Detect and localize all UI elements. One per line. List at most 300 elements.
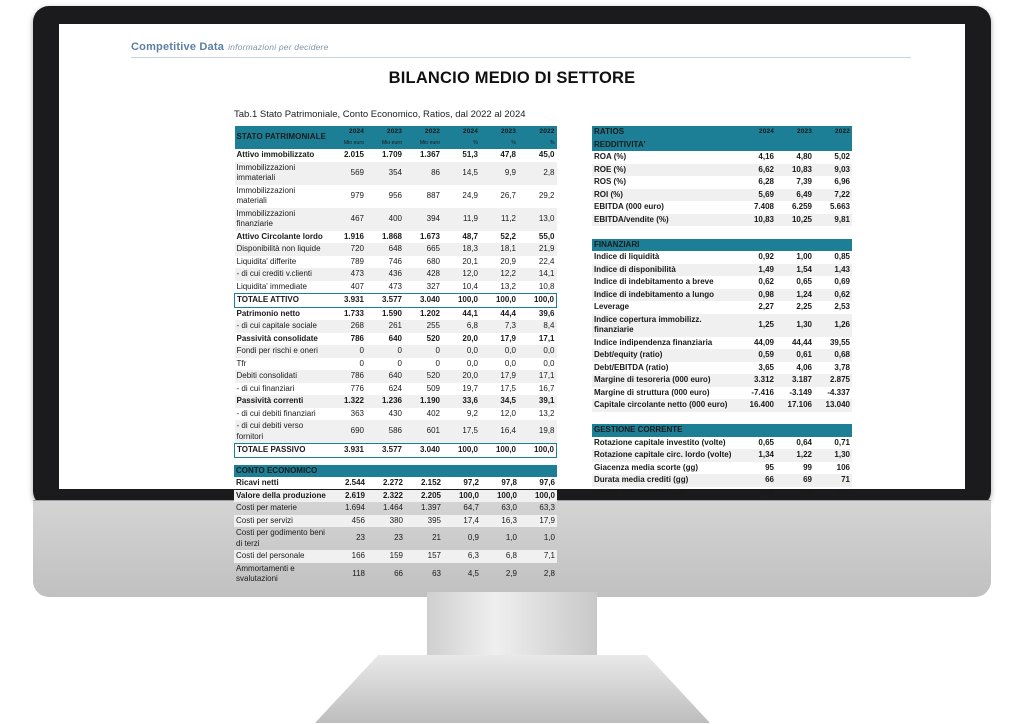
row-value: 7,3 (480, 320, 518, 333)
table-row (235, 383, 557, 396)
row-value: 0,62 (814, 289, 852, 302)
row-value: 1,26 (814, 314, 852, 337)
table-row (234, 515, 557, 528)
row-value: 34,5 (480, 395, 518, 408)
row-value: 10,8 (538, 281, 555, 291)
table-row (235, 307, 557, 320)
row-value: 20,0 (462, 333, 478, 343)
row-label: Liquidita' differite (236, 256, 297, 266)
row-value: 13,0 (518, 208, 557, 231)
table-row (235, 420, 557, 444)
row-value: 7.408 (753, 202, 774, 211)
row-label: Patrimonio netto (236, 308, 301, 318)
row-value: 0 (359, 358, 364, 368)
table-row (235, 231, 557, 244)
table-row (592, 214, 852, 227)
row-value: 1,24 (776, 289, 814, 302)
row-value: 979 (350, 190, 364, 200)
row-value: 6,8 (481, 550, 519, 563)
table-row (592, 164, 852, 177)
table-row (592, 374, 852, 387)
row-label: Costi del personale (234, 550, 329, 563)
row-value: 1.673 (419, 231, 440, 241)
table-row (235, 268, 557, 281)
row-value: 10,25 (776, 214, 814, 227)
table-row (592, 201, 852, 214)
table-row (235, 294, 557, 308)
row-value: 467 (328, 208, 366, 231)
row-value: 2,25 (796, 302, 812, 311)
monitor-screen (59, 24, 965, 583)
table-row (592, 362, 852, 375)
row-value: 327 (426, 281, 440, 291)
row-label: Debiti consolidati (235, 370, 329, 383)
row-value: 1.397 (420, 503, 441, 512)
row-value: 624 (388, 383, 402, 393)
table-row (592, 189, 852, 202)
row-value: 569 (328, 162, 366, 185)
row-value: 2.205 (405, 490, 443, 503)
row-value: 1,34 (738, 449, 776, 462)
row-value: 1,0 (543, 533, 555, 543)
row-value: 39,6 (538, 308, 555, 318)
row-value: 44,1 (462, 308, 478, 318)
row-value: 45,0 (538, 150, 555, 159)
row-value: 4,80 (796, 152, 812, 161)
table-row (235, 395, 557, 408)
row-value: 354 (366, 162, 404, 185)
row-value: 17.106 (776, 399, 814, 412)
row-value: 19,8 (518, 420, 557, 444)
row-value: 786 (328, 370, 366, 383)
row-value: 97,8 (501, 478, 517, 487)
row-label: Costi per godimento beni di terzi (236, 528, 325, 548)
table-row (235, 149, 557, 162)
row-label: Debt/EBITDA (ratio) (594, 362, 669, 372)
row-value: 16,7 (538, 383, 555, 393)
row-label: Margine di tesoreria (000 euro) (592, 374, 738, 387)
row-value: 44,4 (500, 308, 516, 318)
row-value: 100,0 (519, 490, 557, 503)
row-label: Liquidita' immediate (236, 281, 307, 291)
table-row (592, 251, 852, 264)
row-label: Attivo Circolante lordo (236, 231, 323, 241)
row-value: 0,71 (834, 437, 850, 447)
row-value: 2,8 (518, 162, 557, 185)
row-value: 44,44 (791, 337, 812, 347)
row-label: - di cui capitale sociale (235, 320, 329, 333)
row-value: 268 (328, 320, 366, 333)
row-value: 2.272 (382, 478, 403, 487)
table-row (235, 281, 557, 294)
row-value: 9,81 (814, 214, 852, 227)
row-label: EBITDA/vendite (%) (592, 214, 738, 227)
section-gap (592, 226, 852, 239)
row-value: 97,2 (463, 478, 479, 487)
column-header-unit: Mio euro (381, 139, 402, 146)
table-row (234, 502, 557, 515)
section-title: REDDITIVITA' (592, 139, 852, 152)
row-value: 0,92 (758, 252, 774, 261)
page-title: BILANCIO MEDIO DI SETTORE (388, 69, 636, 87)
row-value: 746 (388, 256, 402, 266)
row-value: 3.040 (404, 444, 442, 458)
row-value: 720 (328, 243, 366, 256)
column-header-year: 2024 (462, 128, 478, 135)
row-value: 4,16 (758, 152, 774, 161)
row-label: Durata media debiti (gg) (594, 487, 686, 497)
row-value: 18,1 (480, 243, 518, 256)
table-header-row (592, 126, 852, 139)
row-value: 5,69 (738, 189, 776, 202)
row-value: 9,2 (466, 408, 478, 418)
row-value: 0,98 (738, 289, 776, 302)
table-row (235, 408, 557, 421)
row-value: 16,3 (481, 515, 519, 528)
row-label: ROE (%) (592, 164, 738, 177)
row-label: - di cui debiti finanziari (236, 408, 316, 418)
row-label: - di cui debiti verso fornitori (235, 420, 329, 444)
row-value: 10,4 (462, 281, 478, 291)
column-header (480, 126, 518, 149)
table-row (592, 399, 852, 412)
row-value: 956 (388, 190, 402, 200)
row-value: 6.259 (791, 202, 812, 211)
row-value: 7,1 (519, 550, 557, 563)
row-value: 3,65 (758, 362, 774, 372)
row-value: 0,68 (814, 349, 852, 362)
row-value: 1,43 (814, 264, 852, 277)
row-value: 0,62 (758, 277, 774, 286)
row-value: 1.236 (366, 395, 404, 408)
row-value: 11,9 (442, 208, 480, 231)
row-value: 1.464 (382, 503, 403, 512)
table-row (592, 462, 852, 475)
row-value: 6,96 (834, 177, 850, 186)
row-value: 55,0 (538, 231, 555, 241)
row-value: 776 (350, 383, 364, 393)
column-header (404, 126, 442, 149)
stato-patrimoniale-table (234, 126, 557, 458)
row-value: 2,27 (758, 302, 774, 311)
row-label: ROI (%) (592, 189, 738, 202)
row-label: Giacenza media scorte (gg) (594, 462, 699, 472)
row-value: 680 (426, 256, 440, 266)
row-value: 407 (350, 281, 364, 291)
table-row (592, 314, 852, 337)
row-value: 1.190 (404, 395, 442, 408)
table-row (234, 563, 557, 586)
row-value: 2.875 (814, 374, 852, 387)
row-value: 3.577 (366, 444, 404, 458)
row-value: 648 (366, 243, 404, 256)
row-value: 106 (836, 462, 850, 472)
table-row (592, 151, 852, 164)
row-value: 1.916 (343, 231, 364, 241)
row-value: 456 (329, 515, 367, 528)
table-row (234, 477, 557, 490)
row-value: 10,83 (776, 164, 814, 177)
row-value: 121 (836, 487, 850, 497)
row-label: Indice copertura immobilizz. finanziarie (592, 314, 738, 337)
row-value: 3,78 (834, 362, 850, 372)
row-value: 17,5 (500, 383, 516, 393)
row-value: 1.868 (381, 231, 402, 241)
row-label: ROS (%) (594, 177, 626, 186)
row-value: 13,2 (500, 281, 516, 291)
row-value: 100,0 (480, 444, 518, 458)
row-label: Disponibilità non liquide (235, 243, 329, 256)
row-value: 430 (388, 408, 402, 418)
row-value: 1,49 (738, 264, 776, 277)
row-value: 640 (366, 370, 404, 383)
row-value: 116 (761, 487, 774, 497)
row-value: 17,1 (518, 370, 557, 383)
row-value: 255 (404, 320, 442, 333)
row-value: 520 (426, 333, 440, 343)
row-value: 509 (426, 383, 440, 393)
row-value: 261 (366, 320, 404, 333)
table-row (234, 527, 557, 550)
row-label: Valore della produzione (234, 490, 329, 503)
row-label: Immobilizzazioni finanziarie (235, 208, 329, 231)
row-value: 380 (367, 515, 405, 528)
table-row (234, 550, 557, 563)
row-value: 64,7 (463, 503, 479, 512)
row-value: 17,5 (442, 420, 480, 444)
row-value: 1.202 (419, 308, 440, 318)
row-value: 86 (404, 162, 442, 185)
row-value: 10,83 (738, 214, 776, 227)
row-value: 0,61 (776, 349, 814, 362)
row-value: 17,1 (538, 333, 555, 343)
column-header-unit: % (549, 139, 555, 146)
row-value: 786 (350, 333, 364, 343)
row-value: 4,5 (467, 568, 479, 578)
row-label: Indice di indebitamento a breve (594, 277, 714, 286)
row-value: 63,0 (501, 503, 517, 512)
row-value: 428 (404, 268, 442, 281)
row-value: 115 (799, 487, 812, 497)
row-value: 26,7 (500, 190, 516, 200)
table-section-header (592, 139, 852, 152)
row-value: 601 (404, 420, 442, 444)
column-header (328, 126, 366, 149)
row-value: 52,2 (500, 231, 516, 241)
brand-name: Competitive Data (131, 41, 225, 53)
row-value: 0,0 (543, 358, 555, 368)
row-value: 2.619 (329, 490, 367, 503)
column-header-unit: % (511, 139, 516, 146)
row-value: 0,0 (504, 358, 516, 368)
row-value: 16.400 (738, 399, 776, 412)
table-header-title: STATO PATRIMONIALE (235, 126, 329, 149)
table-row (592, 387, 852, 400)
row-value: 1,30 (776, 314, 814, 337)
table-row (592, 264, 852, 277)
column-header-year: 2024 (348, 128, 364, 135)
row-value: 0,0 (442, 345, 480, 358)
left-column (234, 126, 557, 586)
column-header: 2023 (776, 126, 814, 139)
monitor-stand-base (315, 655, 710, 723)
table-row (234, 490, 557, 503)
row-value: 402 (426, 408, 440, 418)
table-row (235, 333, 557, 346)
column-header-unit: Mio euro (419, 139, 440, 146)
row-value: 3.312 (738, 374, 776, 387)
row-value: 14,5 (442, 162, 480, 185)
row-value: 520 (404, 370, 442, 383)
row-value: 9,03 (814, 164, 852, 177)
row-value: 363 (350, 408, 364, 418)
monitor-stand-neck (427, 592, 597, 662)
row-value: 6,62 (738, 164, 776, 177)
row-value: 24,9 (462, 190, 478, 200)
brand-logo (131, 41, 329, 53)
row-value: 39,55 (829, 337, 850, 347)
table-section-header (234, 465, 557, 478)
row-value: 51,3 (462, 150, 478, 159)
row-value: 0 (404, 345, 442, 358)
row-value: 1.590 (381, 308, 402, 318)
row-value: 19,7 (462, 383, 478, 393)
table-row (235, 208, 557, 231)
table-caption: Tab.1 Stato Patrimoniale, Conto Economico, Ratios, dal 2022 al 2024 (234, 109, 526, 120)
row-label: Costi per servizi (234, 515, 329, 528)
row-label: EBITDA (000 euro) (594, 202, 664, 211)
column-header (442, 126, 480, 149)
row-value: 2,8 (543, 568, 555, 578)
row-value: 99 (803, 462, 812, 472)
table-row (592, 349, 852, 362)
row-value: 0 (328, 345, 366, 358)
row-label: Rotazione capitale investito (volte) (594, 437, 726, 447)
row-value: 100,0 (442, 444, 480, 458)
row-value: 1.694 (344, 503, 365, 512)
row-value: 17,9 (519, 515, 557, 528)
row-value: 0,85 (834, 252, 850, 261)
row-value: 1,22 (776, 449, 814, 462)
column-header-year: 2022 (424, 128, 440, 135)
column-header-unit: Mio euro (343, 139, 364, 146)
row-value: 0,59 (738, 349, 776, 362)
row-value: 12,0 (500, 408, 516, 418)
brand-tagline: informazioni per decidere (228, 42, 329, 52)
row-value: 887 (426, 190, 440, 200)
row-value: 39,1 (518, 395, 557, 408)
row-value: 1,0 (505, 533, 517, 543)
row-value: 12,2 (480, 268, 518, 281)
table-row (592, 276, 852, 289)
row-value: 69 (776, 474, 814, 487)
row-value: 5.663 (829, 202, 850, 211)
row-label: Immobilizzazioni immateriali (235, 162, 329, 185)
row-value: 18,3 (442, 243, 480, 256)
row-value: 1,25 (738, 314, 776, 337)
table-row (235, 370, 557, 383)
row-value: 20,0 (442, 370, 480, 383)
row-value: 1,30 (814, 449, 852, 462)
row-value: 3.931 (328, 444, 366, 458)
row-value: 66 (738, 474, 776, 487)
row-value: 66 (394, 568, 403, 578)
row-value: 473 (388, 281, 402, 291)
row-value: 0,0 (480, 345, 518, 358)
row-value: 0 (435, 358, 440, 368)
table-row (592, 449, 852, 462)
gap-cell (592, 226, 852, 239)
row-value: 22,4 (538, 256, 555, 266)
row-value: 3.187 (776, 374, 814, 387)
row-value: 1.367 (419, 150, 440, 159)
row-value: 21 (432, 533, 441, 543)
column-header: 2024 (738, 126, 776, 139)
section-title: FINANZIARI (592, 239, 852, 252)
header-divider (131, 57, 911, 58)
table-row (235, 243, 557, 256)
row-value: 100,0 (518, 294, 557, 308)
table-row (592, 437, 852, 450)
row-value: 13.040 (814, 399, 852, 412)
section-gap (592, 412, 852, 425)
row-value: 29,2 (538, 190, 555, 200)
row-value: 47,8 (500, 150, 516, 159)
table-header-title: RATIOS (592, 126, 738, 139)
row-label: ROA (%) (594, 152, 627, 161)
row-value: 2.015 (343, 150, 364, 159)
row-value: 12,0 (442, 268, 480, 281)
row-value: 690 (328, 420, 366, 444)
row-label: Ricavi netti (236, 478, 279, 487)
row-value: 100,0 (481, 490, 519, 503)
row-value: 7,22 (814, 189, 852, 202)
row-label: Durata media crediti (gg) (592, 474, 738, 487)
row-value: 394 (404, 208, 442, 231)
row-value: 7,39 (796, 177, 812, 186)
row-value: 159 (367, 550, 405, 563)
table-row (235, 320, 557, 333)
row-label: TOTALE ATTIVO (235, 294, 329, 308)
row-value: 2,9 (505, 568, 517, 578)
row-value: -7.416 (751, 387, 774, 397)
row-value: 4,06 (796, 362, 812, 372)
row-value: 100,0 (443, 490, 481, 503)
row-label: Indice di disponibilità (592, 264, 738, 277)
document-page (59, 24, 965, 583)
column-header-unit: % (473, 139, 478, 146)
row-value: 63,3 (539, 503, 555, 512)
row-label: Margine di struttura (000 euro) (594, 387, 710, 397)
row-value: 0,0 (518, 345, 557, 358)
row-value: 1,54 (776, 264, 814, 277)
row-value: 0 (397, 358, 402, 368)
row-value: 118 (352, 568, 365, 578)
row-value: 5,02 (834, 152, 850, 161)
ratios-table (592, 126, 852, 499)
table-row (235, 345, 557, 358)
row-label: Indice di indebitamento a lungo (592, 289, 738, 302)
row-value: 665 (404, 243, 442, 256)
row-value: 1.322 (328, 395, 366, 408)
row-value: 13,2 (538, 408, 555, 418)
row-value: 6,49 (776, 189, 814, 202)
row-value: 400 (366, 208, 404, 231)
row-value: 3.577 (366, 294, 404, 308)
row-value: 0,9 (467, 533, 479, 543)
row-value: 0,0 (466, 358, 478, 368)
row-value: 640 (388, 333, 402, 343)
